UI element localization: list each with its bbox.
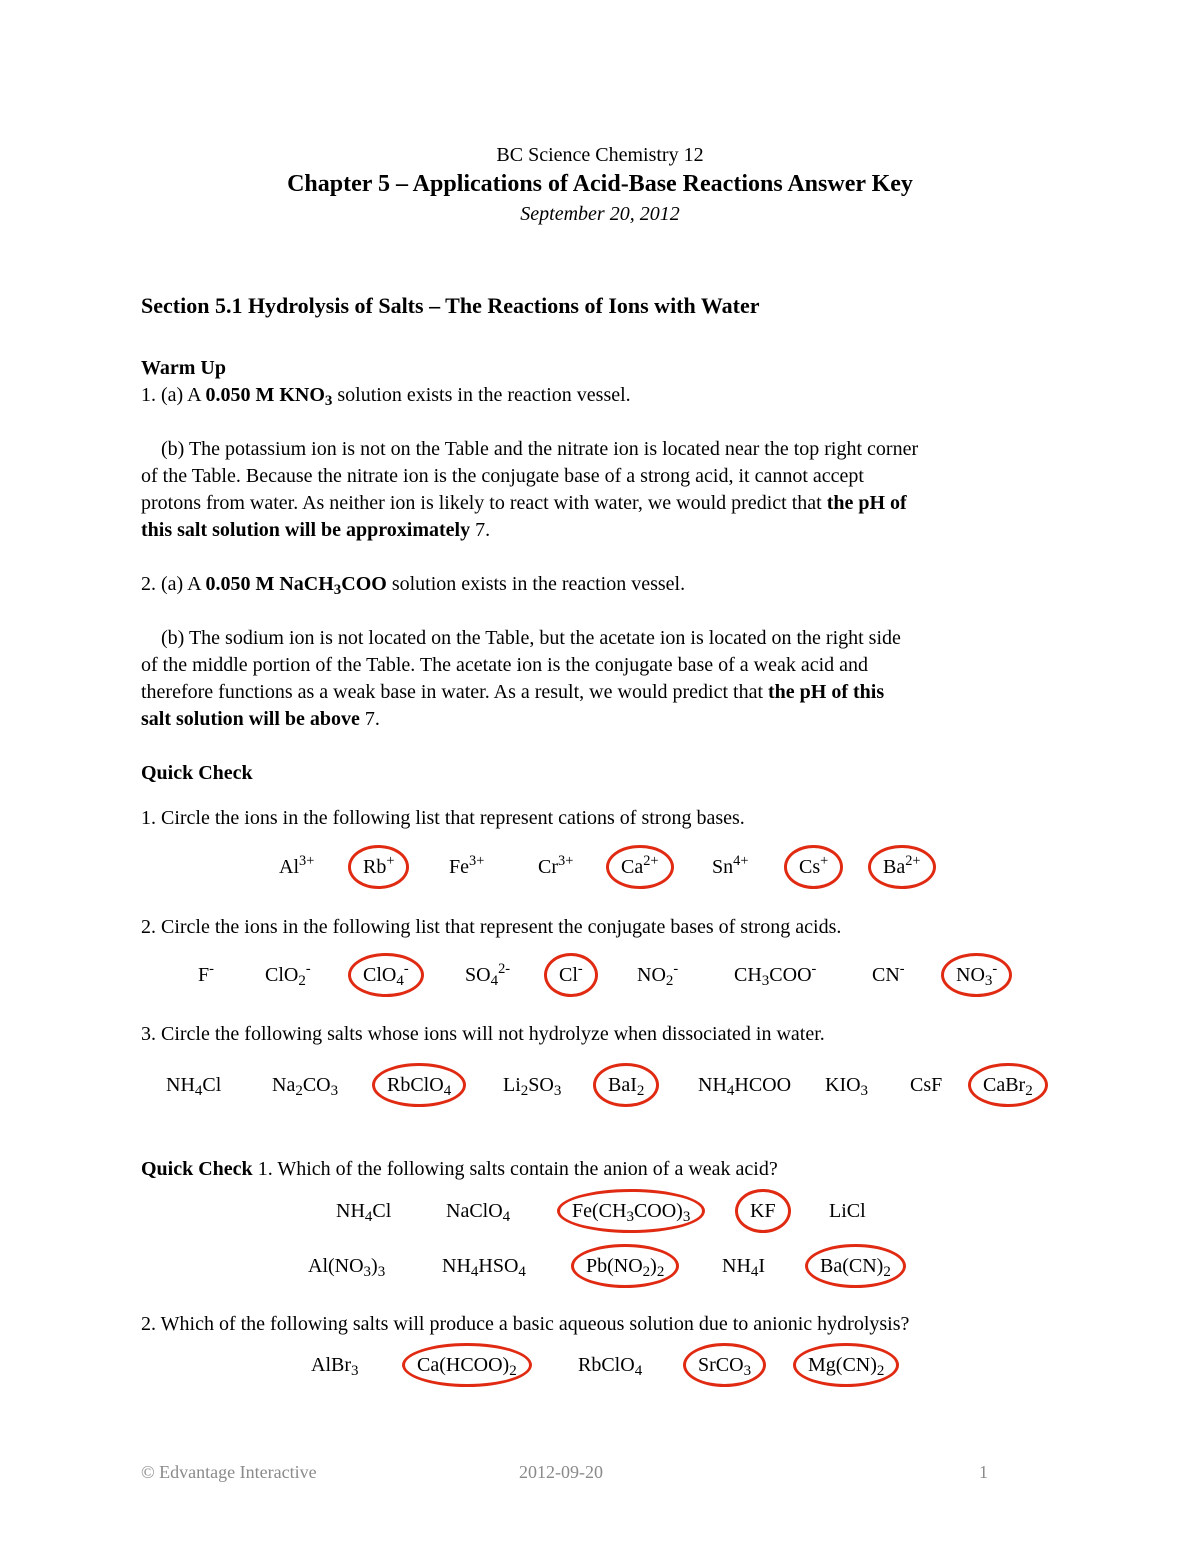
formula-subscript: 3: [682, 1208, 691, 1225]
q1b-line3-bold: the pH of: [826, 492, 907, 514]
formula-base: LiCl: [829, 1200, 866, 1222]
formula-subscript: 3: [377, 1263, 386, 1280]
formula-base: BaI: [608, 1074, 637, 1096]
q1b-line3-plain: protons from water. As neither ion is likely to react with water, we would predict that: [141, 492, 827, 514]
formula-base: CN: [872, 964, 900, 986]
circled-formula: [606, 845, 674, 889]
circled-formula: [348, 845, 409, 889]
formula-base: Ca: [621, 856, 644, 878]
formula-base: Pb(NO: [586, 1255, 643, 1277]
circled-formula: [571, 1244, 679, 1288]
formula-part: HCOO: [734, 1074, 792, 1096]
quick-check-q1: 1. Circle the ions in the following list that represent cations of strong bases.: [141, 807, 745, 829]
warm-up-q2b-line4: [141, 706, 1060, 733]
formula-part: COO: [769, 964, 812, 986]
formula-base: NaClO: [446, 1200, 503, 1222]
formula-charge: +: [386, 853, 395, 870]
quick-check-2-q1: [141, 1156, 1060, 1183]
quick-check-2-q2: 2. Which of the following salts will produce a basic aqueous solution due to anionic hydrolysis?: [141, 1313, 910, 1335]
circled-formula: [793, 1343, 899, 1387]
formula-subscript: 3: [761, 972, 770, 989]
footer-page-number: 1: [979, 1462, 988, 1482]
footer-publisher: © Edvantage Interactive: [141, 1462, 317, 1482]
formula-subscript: 2: [642, 1263, 651, 1280]
formula: [538, 845, 573, 889]
formula-charge: -: [577, 961, 583, 978]
formula-base: ClO: [265, 964, 299, 986]
warm-up-q2b-line2: of the middle portion of the Table. The acetate ion is the conjugate base of a weak acid and: [141, 654, 869, 676]
formula-charge: 2+: [643, 853, 659, 870]
formula-base: ClO: [363, 964, 397, 986]
formula: [503, 1063, 561, 1107]
q2a-suffix: solution exists in the reaction vessel.: [386, 573, 686, 595]
formula: [910, 1063, 942, 1107]
formula-charge: -: [899, 961, 905, 978]
formula: [265, 953, 311, 997]
formula-base: F: [198, 964, 210, 986]
q2a-bold-sub: 3: [333, 581, 342, 598]
formula-subscript: 3: [743, 1362, 752, 1379]
formula-part: SO: [528, 1074, 554, 1096]
formula: [198, 953, 214, 997]
formula-charge: -: [403, 961, 409, 978]
formula-part: Cl: [202, 1074, 222, 1096]
quick-check-q3: 3. Circle the following salts whose ions will not hydrolyze when dissociated in water.: [141, 1023, 825, 1045]
formula: [637, 953, 678, 997]
circled-formula: [683, 1343, 766, 1387]
formula-base: KIO: [825, 1074, 861, 1096]
formula-part: Cl: [372, 1200, 392, 1222]
circled-formula: [805, 1244, 906, 1288]
circled-formula: [868, 845, 936, 889]
q1a-suffix: solution exists in the reaction vessel.: [332, 384, 631, 406]
warm-up-q1b-line4: [141, 517, 1060, 544]
formula-subscript: 2: [883, 1263, 891, 1280]
quick-check-q2: 2. Circle the ions in the following list that represent the conjugate bases of strong acids.: [141, 916, 842, 938]
formula-subscript: 4: [194, 1082, 203, 1099]
footer-date: 2012-09-20: [519, 1462, 603, 1482]
formula-base: AlBr: [311, 1354, 351, 1376]
formula-base: NH: [722, 1255, 751, 1277]
formula-subscript: 3: [984, 972, 993, 989]
formula-subscript: 4: [502, 1208, 511, 1225]
formula-base: SrCO: [698, 1354, 744, 1376]
formula: [442, 1244, 526, 1288]
formula-base: Ba(CN): [820, 1255, 884, 1277]
warm-up-q2a: [141, 571, 1060, 598]
formula-subscript: 4: [726, 1082, 735, 1099]
formula: [311, 1343, 359, 1387]
formula-base: SO: [465, 964, 491, 986]
circled-formula: [372, 1063, 466, 1107]
document-date: September 20, 2012: [520, 203, 680, 225]
formula-base: Al(NO: [308, 1255, 364, 1277]
formula-base: CH: [734, 964, 762, 986]
formula: [578, 1343, 642, 1387]
formula-subscript: 3: [626, 1208, 634, 1225]
formula: [272, 1063, 338, 1107]
formula-subscript: 4: [470, 1263, 479, 1280]
quick-check-2-q1-text: 1. Which of the following salts contain the anion of a weak acid?: [252, 1158, 778, 1180]
formula-charge: 3+: [558, 853, 574, 870]
q2a-bold-end: COO: [341, 573, 387, 595]
q2b-line4-bold: salt solution will be above: [141, 708, 360, 730]
formula-part: I: [758, 1255, 766, 1277]
quick-check-heading: Quick Check: [141, 762, 253, 784]
formula-base: NH: [442, 1255, 471, 1277]
formula-base: NO: [956, 964, 985, 986]
formula: [465, 953, 510, 997]
formula: [734, 953, 816, 997]
circled-formula: [593, 1063, 659, 1107]
formula: [829, 1189, 866, 1233]
formula-subscript: 4: [750, 1263, 759, 1280]
formula-subscript: 4: [364, 1208, 373, 1225]
formula-subscript: 2: [520, 1082, 529, 1099]
formula-part: COO): [633, 1200, 683, 1222]
warm-up-q1b-line2: of the Table. Because the nitrate ion is the conjugate base of a strong acid, it cannot accept: [141, 465, 864, 487]
formula: [446, 1189, 510, 1233]
formula-subscript: 3: [330, 1082, 339, 1099]
formula-charge: 3+: [299, 853, 315, 870]
formula-part: CO: [302, 1074, 331, 1096]
formula-base: RbClO: [578, 1354, 635, 1376]
warm-up-q2b-line3: [141, 679, 1060, 706]
formula-base: RbClO: [387, 1074, 444, 1096]
formula-base: Cr: [538, 856, 558, 878]
formula-base: NH: [698, 1074, 727, 1096]
formula: [449, 845, 484, 889]
q2a-bold: 0.050 M NaCH: [205, 573, 334, 595]
q2b-line4-plain: 7.: [359, 708, 380, 730]
formula-subscript: 3: [351, 1362, 359, 1379]
circled-formula: [941, 953, 1012, 997]
formula-subscript: 2: [656, 1263, 665, 1280]
formula-charge: 4+: [733, 853, 749, 870]
formula-subscript: 2: [295, 1082, 303, 1099]
formula: [166, 1063, 221, 1107]
formula-base: Li: [503, 1074, 521, 1096]
formula-base: CsF: [910, 1074, 943, 1096]
formula: [698, 1063, 791, 1107]
formula-base: Ca(HCOO): [417, 1354, 510, 1376]
formula: [712, 845, 748, 889]
q1b-line4-plain: 7.: [470, 519, 491, 541]
formula-base: Cs: [799, 856, 821, 878]
formula-subscript: 2: [509, 1362, 517, 1379]
formula-base: Rb: [363, 856, 387, 878]
circled-formula: [968, 1063, 1048, 1107]
warm-up-q1b-line1: (b) The potassium ion is not on the Table and the nitrate ion is located near the top right corner: [141, 438, 919, 460]
formula-base: Mg(CN): [808, 1354, 877, 1376]
warm-up-heading: Warm Up: [141, 357, 226, 379]
q2b-line3-bold: the pH of this: [768, 681, 885, 703]
formula-part: HSO: [478, 1255, 519, 1277]
formula-part: ): [650, 1255, 657, 1277]
formula-charge: 2-: [498, 961, 511, 978]
formula-base: Cl: [559, 964, 578, 986]
warm-up-q1b-line3: [141, 490, 1060, 517]
circled-formula: [544, 953, 598, 997]
formula-base: Sn: [712, 856, 734, 878]
formula-subscript: 4: [634, 1362, 643, 1379]
formula-base: NO: [637, 964, 666, 986]
circled-formula: [735, 1189, 791, 1233]
warm-up-q1a: [141, 382, 1060, 409]
formula: [722, 1244, 765, 1288]
formula-charge: -: [305, 961, 311, 978]
formula-charge: -: [992, 961, 998, 978]
formula-base: KF: [750, 1200, 776, 1222]
formula-base: Fe(CH: [572, 1200, 627, 1222]
section-title: Section 5.1 Hydrolysis of Salts – The Reactions of Ions with Water: [141, 293, 760, 318]
formula-charge: 2+: [905, 853, 921, 870]
formula: [872, 953, 905, 997]
formula: [825, 1063, 868, 1107]
formula-base: Fe: [449, 856, 469, 878]
formula-base: Ba: [883, 856, 906, 878]
formula-charge: -: [811, 961, 817, 978]
formula: [279, 845, 314, 889]
formula-subscript: 4: [490, 972, 499, 989]
chapter-title: Chapter 5 – Applications of Acid-Base Reactions Answer Key: [287, 171, 913, 197]
circled-formula: [348, 953, 424, 997]
course-title: BC Science Chemistry 12: [496, 144, 704, 166]
formula: [308, 1244, 385, 1288]
formula-base: Na: [272, 1074, 296, 1096]
formula-base: Al: [279, 856, 299, 878]
formula-charge: -: [673, 961, 679, 978]
q1b-line4-bold: this salt solution will be approximately: [141, 519, 471, 541]
formula-subscript: 4: [443, 1082, 452, 1099]
formula-charge: -: [209, 961, 214, 978]
formula-subscript: 2: [298, 972, 306, 989]
formula-subscript: 3: [860, 1082, 869, 1099]
warm-up-q2b-line1: (b) The sodium ion is not located on the Table, but the acetate ion is located on the right side: [141, 627, 901, 649]
formula-subscript: 2: [636, 1082, 645, 1099]
circled-formula: [402, 1343, 532, 1387]
formula-charge: +: [820, 853, 829, 870]
q2b-line3-plain: therefore functions as a weak base in water. As a result, we would predict that: [141, 681, 769, 703]
formula-part: ): [371, 1255, 378, 1277]
formula-subscript: 2: [1025, 1082, 1033, 1099]
formula-subscript: 4: [396, 972, 404, 989]
formula-subscript: 3: [553, 1082, 562, 1099]
q1a-prefix: 1. (a) A: [141, 384, 206, 406]
formula: [336, 1189, 391, 1233]
q2a-prefix: 2. (a) A: [141, 573, 206, 595]
formula-charge: 3+: [469, 853, 485, 870]
formula-subscript: 3: [363, 1263, 372, 1280]
quick-check-2-heading: Quick Check: [141, 1158, 253, 1180]
formula-base: NH: [166, 1074, 195, 1096]
formula-subscript: 4: [518, 1263, 526, 1280]
formula-subscript: 2: [876, 1362, 885, 1379]
formula-base: NH: [336, 1200, 365, 1222]
q1a-bold-sub: 3: [324, 392, 333, 409]
formula-base: CaBr: [983, 1074, 1026, 1096]
circled-formula: [557, 1189, 705, 1233]
circled-formula: [784, 845, 843, 889]
formula-subscript: 2: [665, 972, 674, 989]
q1a-bold: 0.050 M KNO: [205, 384, 325, 406]
